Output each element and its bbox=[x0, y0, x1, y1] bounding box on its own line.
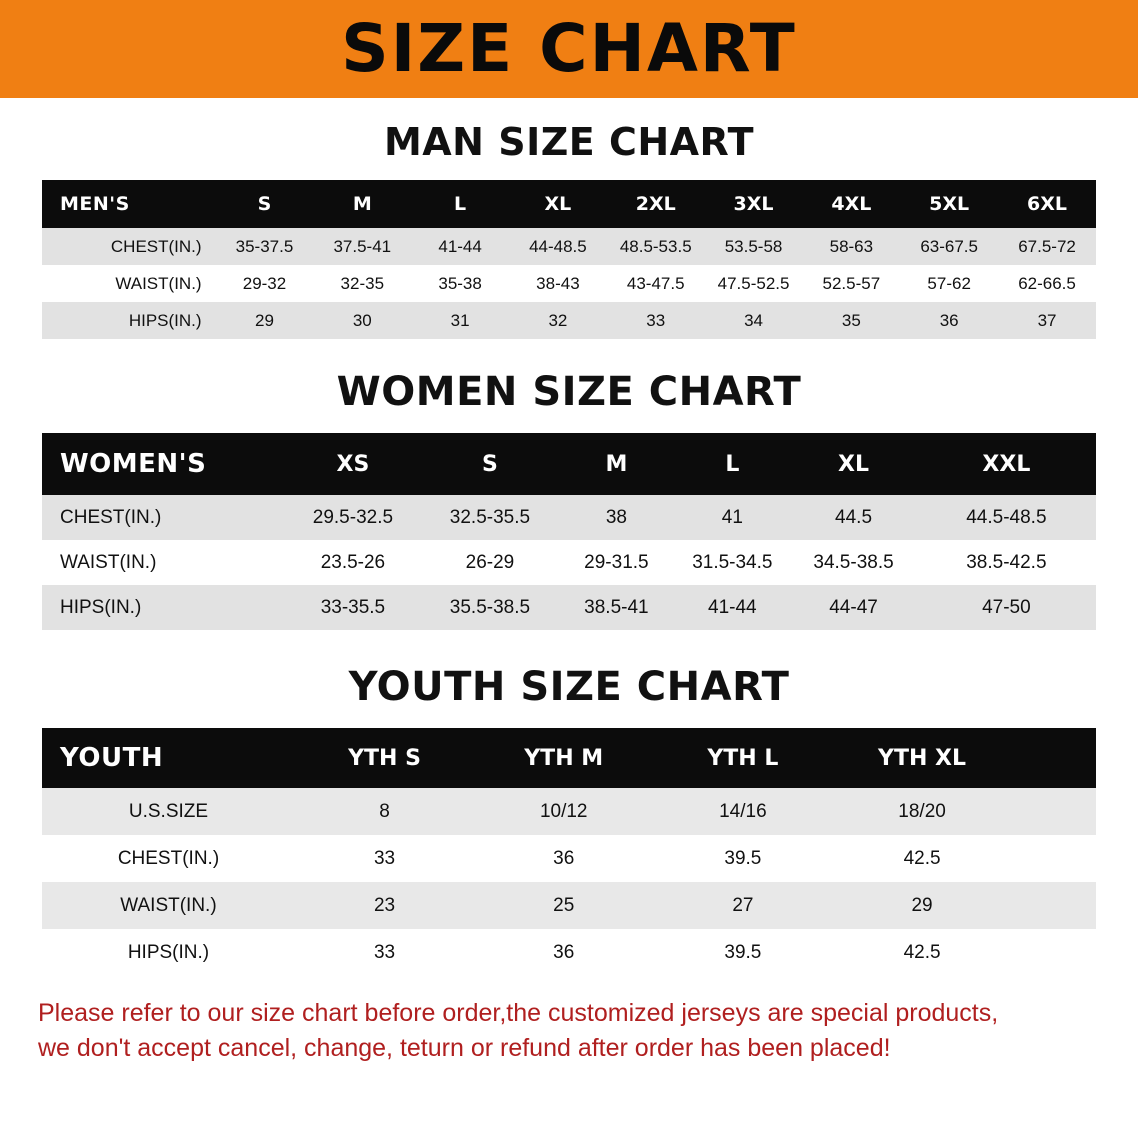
women-hips-l: 41-44 bbox=[708, 596, 757, 618]
man-header-3xl: 3XL bbox=[733, 193, 774, 215]
women-hips-xxl: 47-50 bbox=[982, 596, 1031, 618]
man-chest-xl: 44-48.5 bbox=[529, 236, 587, 256]
youth-row-label-hips: HIPS(IN.) bbox=[127, 941, 210, 963]
women-waist-s: 26-29 bbox=[465, 551, 515, 573]
women-row-label-waist: WAIST(IN.) bbox=[60, 551, 157, 573]
man-chest-m: 37.5-41 bbox=[333, 236, 392, 256]
women-header-s: S bbox=[482, 451, 498, 477]
man-hips-5xl: 36 bbox=[939, 310, 959, 330]
youth-waist-yth-m: 25 bbox=[553, 894, 575, 916]
youth-row-spacer bbox=[1012, 788, 1096, 835]
banner bbox=[0, 0, 1138, 98]
youth-row-spacer bbox=[1012, 882, 1096, 929]
youth-table-wrapper bbox=[42, 728, 1096, 976]
man-header-xl: XL bbox=[544, 193, 572, 215]
women-waist-xxl: 38.5-42.5 bbox=[966, 551, 1047, 573]
women-header-l: L bbox=[725, 451, 740, 477]
youth-waist-yth-xl: 29 bbox=[911, 894, 933, 916]
man-hips-2xl: 33 bbox=[646, 310, 666, 330]
women-table-wrapper bbox=[42, 433, 1096, 630]
youth-row-label-waist: WAIST(IN.) bbox=[120, 894, 217, 916]
youth-size-table bbox=[42, 728, 1096, 976]
man-row-label-chest: CHEST(IN.) bbox=[110, 236, 202, 256]
women-waist-xl: 34.5-38.5 bbox=[813, 551, 894, 573]
youth-hips-yth-m: 36 bbox=[553, 941, 575, 963]
man-header-4xl: 4XL bbox=[831, 193, 872, 215]
man-row-label-hips: HIPS(IN.) bbox=[128, 310, 202, 330]
man-table-header-row bbox=[42, 180, 1096, 228]
man-waist-xl: 38-43 bbox=[536, 273, 580, 293]
man-hips-l: 31 bbox=[450, 310, 470, 330]
man-chest-3xl: 53.5-58 bbox=[724, 236, 783, 256]
man-header-label: MEN'S bbox=[60, 193, 130, 215]
women-header-xxl: XXL bbox=[982, 451, 1031, 477]
women-header-xl: XL bbox=[838, 451, 870, 477]
youth-table-header-row bbox=[42, 728, 1096, 788]
disclaimer-line-1: Please refer to our size chart before order,the customized jerseys are special products, bbox=[38, 999, 999, 1027]
women-table-header-row bbox=[42, 433, 1096, 495]
man-chest-s: 35-37.5 bbox=[235, 236, 294, 256]
youth-chest-yth-s: 33 bbox=[373, 847, 396, 869]
table-row bbox=[42, 929, 1096, 976]
table-row bbox=[42, 585, 1096, 630]
man-header-5xl: 5XL bbox=[929, 193, 970, 215]
table-row bbox=[42, 835, 1096, 882]
youth-header-spacer bbox=[1012, 728, 1096, 788]
man-header-6xl: 6XL bbox=[1027, 193, 1068, 215]
man-waist-3xl: 47.5-52.5 bbox=[717, 273, 790, 293]
youth-hips-yth-xl: 42.5 bbox=[903, 941, 941, 963]
man-chest-6xl: 67.5-72 bbox=[1018, 236, 1076, 256]
youth-chest-yth-xl: 42.5 bbox=[903, 847, 941, 869]
youth-header-yth-xl: YTH XL bbox=[878, 745, 967, 771]
man-waist-2xl: 43-47.5 bbox=[626, 273, 685, 293]
youth-hips-yth-s: 33 bbox=[373, 941, 396, 963]
disclaimer-line-2: we don't accept cancel, change, teturn or refund after order has been placed! bbox=[38, 1033, 891, 1062]
youth-header-yth-m: YTH M bbox=[524, 745, 604, 771]
women-chest-xs: 29.5-32.5 bbox=[312, 506, 394, 528]
man-hips-s: 29 bbox=[255, 310, 274, 330]
youth-waist-yth-l: 27 bbox=[732, 894, 754, 916]
man-chest-2xl: 48.5-53.5 bbox=[619, 236, 692, 256]
women-size-table bbox=[42, 433, 1096, 630]
table-row bbox=[42, 302, 1096, 339]
man-hips-3xl: 34 bbox=[744, 310, 763, 330]
man-row-label-waist: WAIST(IN.) bbox=[115, 273, 202, 293]
youth-row-label-chest: CHEST(IN.) bbox=[117, 847, 220, 869]
man-header-l: L bbox=[454, 193, 467, 215]
women-chest-l: 41 bbox=[721, 506, 743, 528]
table-row bbox=[42, 228, 1096, 265]
women-waist-m: 29-31.5 bbox=[584, 551, 649, 573]
women-chest-xxl: 44.5-48.5 bbox=[966, 506, 1047, 528]
women-row-label-hips: HIPS(IN.) bbox=[60, 596, 142, 618]
women-waist-l: 31.5-34.5 bbox=[692, 551, 773, 573]
man-waist-l: 35-38 bbox=[438, 273, 482, 293]
youth-row-label-us-size: U.S.SIZE bbox=[128, 800, 209, 822]
youth-us-size-yth-l: 14/16 bbox=[719, 800, 767, 822]
man-waist-s: 29-32 bbox=[242, 273, 287, 293]
youth-section-title: YOUTH SIZE CHART bbox=[348, 664, 790, 710]
women-chest-m: 38 bbox=[605, 506, 627, 528]
table-row bbox=[42, 788, 1096, 835]
women-hips-xs: 33-35.5 bbox=[320, 596, 386, 618]
man-waist-4xl: 52.5-57 bbox=[822, 273, 881, 293]
women-header-xs: XS bbox=[336, 451, 370, 477]
youth-waist-yth-s: 23 bbox=[373, 894, 396, 916]
man-hips-m: 30 bbox=[352, 310, 372, 330]
page-title: SIZE CHART bbox=[341, 10, 797, 87]
man-section-title: MAN SIZE CHART bbox=[383, 120, 755, 164]
youth-us-size-yth-m: 10/12 bbox=[539, 800, 588, 822]
youth-us-size-yth-xl: 18/20 bbox=[898, 800, 946, 822]
youth-header-yth-s: YTH S bbox=[348, 745, 421, 771]
man-size-table bbox=[42, 180, 1096, 339]
youth-chest-yth-m: 36 bbox=[553, 847, 575, 869]
women-section-title: WOMEN SIZE CHART bbox=[336, 369, 802, 415]
table-row bbox=[42, 265, 1096, 302]
youth-row-spacer bbox=[1012, 835, 1096, 882]
women-header-m: M bbox=[605, 451, 628, 477]
youth-row-spacer bbox=[1012, 929, 1096, 976]
women-chest-s: 32.5-35.5 bbox=[449, 506, 531, 528]
man-waist-6xl: 62-66.5 bbox=[1018, 273, 1076, 293]
youth-header-yth-l: YTH L bbox=[707, 745, 779, 771]
women-hips-m: 38.5-41 bbox=[584, 596, 649, 618]
youth-us-size-yth-s: 8 bbox=[379, 800, 390, 822]
man-chest-5xl: 63-67.5 bbox=[920, 236, 978, 256]
man-chest-4xl: 58-63 bbox=[829, 236, 874, 256]
women-header-label: WOMEN'S bbox=[60, 449, 207, 479]
table-row bbox=[42, 495, 1096, 540]
women-chest-xl: 44.5 bbox=[835, 506, 873, 528]
women-hips-xl: 44-47 bbox=[829, 596, 878, 618]
table-row bbox=[42, 882, 1096, 929]
man-waist-m: 32-35 bbox=[340, 273, 385, 293]
women-row-label-chest: CHEST(IN.) bbox=[60, 506, 162, 528]
table-row bbox=[42, 540, 1096, 585]
man-table-wrapper bbox=[42, 180, 1096, 339]
man-hips-4xl: 35 bbox=[841, 310, 861, 330]
man-hips-xl: 32 bbox=[548, 310, 568, 330]
youth-header-label: YOUTH bbox=[60, 743, 164, 773]
youth-chest-yth-l: 39.5 bbox=[724, 847, 762, 869]
man-header-2xl: 2XL bbox=[635, 193, 676, 215]
youth-hips-yth-l: 39.5 bbox=[724, 941, 762, 963]
man-chest-l: 41-44 bbox=[438, 236, 482, 256]
man-waist-5xl: 57-62 bbox=[927, 273, 971, 293]
man-header-m: M bbox=[352, 193, 372, 215]
man-hips-6xl: 37 bbox=[1037, 310, 1057, 330]
women-hips-s: 35.5-38.5 bbox=[449, 596, 531, 618]
women-waist-xs: 23.5-26 bbox=[320, 551, 386, 573]
disclaimer-note bbox=[38, 996, 1100, 1065]
man-header-s: S bbox=[257, 193, 272, 215]
